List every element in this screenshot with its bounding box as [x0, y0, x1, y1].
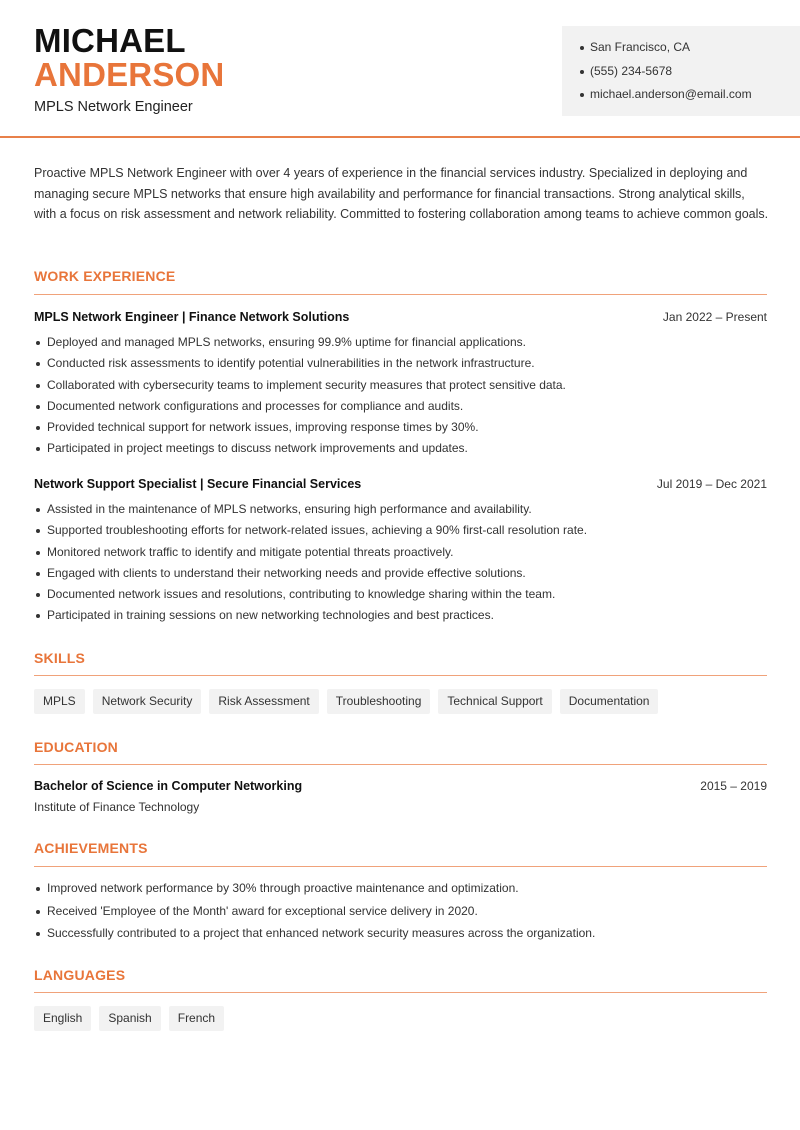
section-divider — [34, 992, 767, 993]
contact-box — [562, 26, 800, 116]
language-chip: French — [169, 1006, 224, 1031]
section-title-work: WORK EXPERIENCE — [34, 268, 176, 284]
list-item: Participated in project meetings to discuss network improvements and updates. — [34, 438, 767, 459]
resume-header — [0, 0, 800, 138]
skill-chip: Risk Assessment — [209, 689, 318, 714]
edu-school: Institute of Finance Technology — [34, 800, 200, 814]
last-name: ANDERSON — [34, 56, 225, 93]
list-item: Documented network issues and resolutions, contributing to knowledge sharing within the team. — [34, 584, 767, 605]
section-divider — [34, 675, 767, 676]
list-item: Collaborated with cybersecurity teams to implement security measures that protect sensitive data. — [34, 375, 767, 396]
languages-list — [34, 1006, 224, 1031]
contact-email[interactable]: michael.anderson@email.com — [580, 83, 800, 107]
list-item: Engaged with clients to understand their networking needs and provide effective solutions. — [34, 563, 767, 584]
job-role: MPLS Network Engineer | Finance Network Solutions — [34, 310, 350, 324]
section-divider — [34, 764, 767, 765]
list-item: Received 'Employee of the Month' award for exceptional service delivery in 2020. — [34, 901, 767, 924]
achievements-list — [34, 878, 767, 946]
list-item: Monitored network traffic to identify and mitigate potential threats proactively. — [34, 542, 767, 563]
job-header — [34, 477, 767, 491]
section-divider — [34, 866, 767, 867]
list-item: Successfully contributed to a project that enhanced network security measures across the organization. — [34, 923, 767, 946]
section-title-languages: LANGUAGES — [34, 967, 126, 983]
job-header — [34, 310, 767, 324]
contact-phone: (555) 234-5678 — [580, 60, 800, 84]
contact-location: San Francisco, CA — [580, 36, 800, 60]
summary: Proactive MPLS Network Engineer with over 4 years of experience in the financial services industry. Specialized in deploying and managing secure MPLS networks that ensure high availability and performance for financial transactions. Strong analytical skills, with a focus on risk assessment and network reliability. Committed to fostering collaboration among teams to achieve common goals. — [34, 166, 769, 222]
job-role: Network Support Specialist | Secure Financial Services — [34, 477, 362, 491]
section-title-education: EDUCATION — [34, 739, 118, 755]
section-title-skills: SKILLS — [34, 650, 85, 666]
edu-degree: Bachelor of Science in Computer Networking — [34, 779, 303, 793]
list-item: Participated in training sessions on new networking technologies and best practices. — [34, 605, 767, 626]
section-title-achievements: ACHIEVEMENTS — [34, 840, 148, 856]
language-chip: English — [34, 1006, 91, 1031]
job-bullets — [34, 499, 767, 627]
skill-chip: Network Security — [93, 689, 202, 714]
skill-chip: Documentation — [560, 689, 659, 714]
job-dates: Jul 2019 – Dec 2021 — [656, 477, 767, 491]
list-item: Assisted in the maintenance of MPLS networks, ensuring high performance and availability. — [34, 499, 767, 520]
list-item: Improved network performance by 30% through proactive maintenance and optimization. — [34, 878, 767, 901]
list-item: Supported troubleshooting efforts for network-related issues, achieving a 90% first-call resolution rate. — [34, 520, 767, 541]
skills-list — [34, 689, 658, 714]
skill-chip: MPLS — [34, 689, 85, 714]
skill-chip: Technical Support — [438, 689, 551, 714]
job-dates: Jan 2022 – Present — [662, 310, 767, 324]
language-chip: Spanish — [99, 1006, 160, 1031]
skill-chip: Troubleshooting — [327, 689, 431, 714]
job-bullets — [34, 332, 767, 460]
edu-dates: 2015 – 2019 — [700, 779, 767, 793]
section-divider — [34, 294, 767, 295]
list-item: Conducted risk assessments to identify potential vulnerabilities in the network infrastructure. — [34, 353, 767, 374]
list-item: Deployed and managed MPLS networks, ensuring 99.9% uptime for financial applications. — [34, 332, 767, 353]
list-item: Documented network configurations and processes for compliance and audits. — [34, 396, 767, 417]
job-title: MPLS Network Engineer — [34, 99, 193, 115]
first-name: MICHAEL — [34, 22, 186, 59]
list-item: Provided technical support for network issues, improving response times by 30%. — [34, 417, 767, 438]
